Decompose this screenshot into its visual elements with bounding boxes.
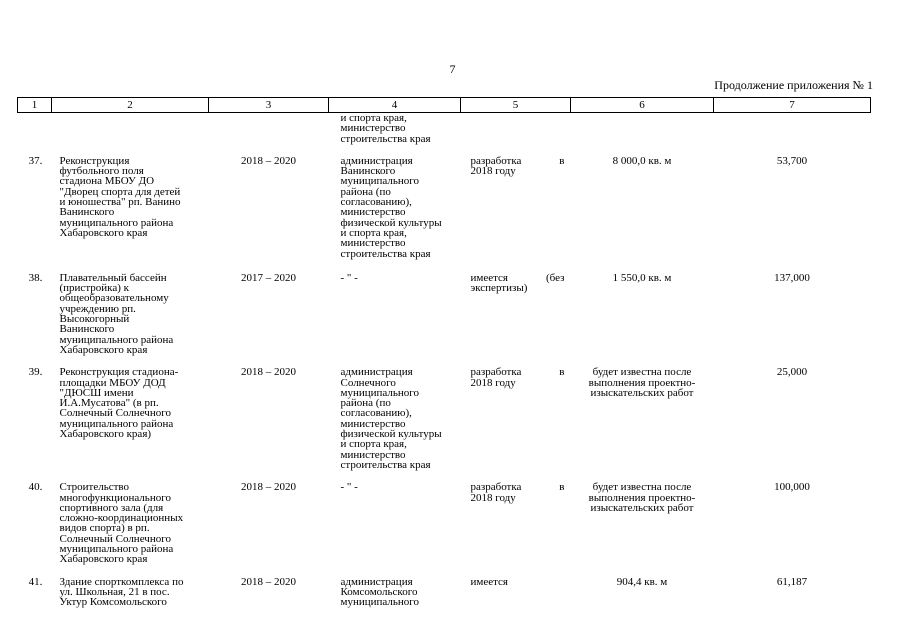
responsible-org [329,144,461,259]
objects-table [17,97,871,607]
object-name-line: общеобразовательному [59,292,169,305]
object-name [52,470,209,564]
capacity-line: изыскательских работ [590,501,694,514]
carry-org-line: и спорта края, [340,112,407,124]
object-name-line: многофункционального [59,491,171,504]
object-name [52,565,209,608]
design-docs-line2: экспертизы) [470,282,528,295]
object-name-line: спортивного зала (для [59,501,164,514]
object-name [52,144,209,259]
responsible-org [329,259,461,355]
responsible-org [329,565,461,608]
carry-over-org [329,113,461,144]
org-line: муниципального [340,596,420,609]
page-number: 7 [449,62,456,76]
design-docs-left: имеется [470,575,508,588]
design-docs-left: имеется [470,271,508,284]
annex-caption: Продолжение приложения № 1 [714,78,873,92]
org-line: района (по [340,185,391,198]
capacity-line: будет известна после [592,481,692,494]
org-line: строительства края [340,458,431,471]
row-number: 38. [28,271,43,284]
header-col-4: 4 [329,98,461,113]
object-name-line: Хабаровского края [59,226,148,239]
design-docs-left: разработка [470,366,522,379]
object-name-line: Хабаровского края) [59,428,152,441]
funding-amount: 25,000 [776,366,808,379]
design-docs-right: (без [546,271,565,284]
design-docs-line1 [471,577,565,587]
period: 2018 – 2020 [241,154,296,167]
org-line: министерство [340,237,406,250]
row-number: 39. [28,366,43,379]
capacity-line: выполнения проектно- [588,491,696,504]
capacity-line: 8 000,0 кв. м [612,154,672,167]
object-name-line: Хабаровского края [59,553,148,566]
carry-org-line: строительства края [340,132,431,145]
object-name-line: Солнечный Солнечного [59,407,171,420]
period: 2017 – 2020 [241,271,296,284]
org-line: министерство [340,448,406,461]
object-name [52,259,209,355]
org-line: министерство [340,206,406,219]
header-col-1: 1 [18,98,52,113]
table-row [18,259,871,355]
period: 2018 – 2020 [241,366,296,379]
object-name-line: Реконструкция стадиона- [59,366,179,379]
object-name-line: Плавательный бассейн [59,271,167,284]
funding-amount: 137,000 [774,271,810,284]
funding-amount: 100,000 [774,481,810,494]
design-docs-line2: 2018 году [470,165,516,178]
funding-amount: 53,700 [776,154,808,167]
org-line: физической культуры [340,216,442,229]
org-line: - " - [340,481,358,494]
object-name-line: муниципального района [59,216,174,229]
carry-org-line: министерство [340,122,406,135]
object-name-line: Высокогорный [59,313,130,326]
org-line: Солнечного [340,376,396,389]
design-docs-right: в [559,366,565,379]
design-docs-line2: 2018 году [470,491,516,504]
object-name-line: Строительство [59,481,130,494]
design-docs-right: в [559,154,565,167]
capacity-line: 1 550,0 кв. м [612,271,672,284]
funding-amount: 61,187 [776,575,808,588]
row-number: 37. [28,154,43,167]
header-col-2: 2 [52,98,209,113]
org-line: физической культуры [340,428,442,441]
org-line: - " - [340,271,358,284]
object-name-line: Хабаровского края [59,343,148,356]
org-line: согласованию), [340,196,412,209]
header-row [18,98,871,113]
row-number: 41. [28,575,43,588]
capacity [571,565,714,608]
design-docs-line2: 2018 году [470,376,516,389]
design-docs-line1 [471,367,565,377]
org-line: муниципального [340,175,420,188]
object-name-line: муниципального района [59,417,174,430]
object-name-line: футбольного поля [59,165,144,178]
header-col-3: 3 [209,98,329,113]
object-name-line: учреждению рп. [59,302,136,315]
responsible-org [329,355,461,470]
object-name-line: видов спорта) в рп. [59,522,150,535]
capacity-line: изыскательских работ [590,386,694,399]
object-name-line: Ванинского [59,323,115,336]
object-name-line: (пристройка) к [59,282,129,295]
table-row [18,565,871,608]
header-col-7: 7 [714,98,871,113]
design-docs-left: разработка [470,481,522,494]
org-line: муниципального [340,386,420,399]
org-line: министерство [340,417,406,430]
object-name-line: ул. Школьная, 21 в пос. [59,585,170,598]
capacity [571,259,714,355]
responsible-org [329,470,461,564]
org-line: администрация [340,575,413,588]
object-name-line: муниципального района [59,333,174,346]
capacity [571,144,714,259]
object-name-line: "ДЮСШ имени [59,386,134,399]
org-line: и спорта края, [340,226,407,239]
object-name-line: и юношества" рп. Ванино [59,196,181,209]
header-col-5: 5 [461,98,571,113]
design-docs [461,144,571,259]
capacity [571,470,714,564]
org-line: Ванинского [340,165,396,178]
capacity [571,355,714,470]
table-row [18,144,871,259]
object-name-line: Ванинского [59,206,115,219]
org-line: и спорта края, [340,438,407,451]
org-line: администрация [340,366,413,379]
design-docs-line1 [471,482,565,492]
object-name-line: муниципального района [59,542,174,555]
org-line: администрация [340,154,413,167]
object-name-line: И.А.Мусатова" (в рп. [59,397,159,410]
org-line: района (по [340,397,391,410]
design-docs-right: в [559,481,565,494]
design-docs [461,355,571,470]
design-docs [461,565,571,608]
object-name [52,355,209,470]
object-name-line: стадиона МБОУ ДО [59,175,155,188]
object-name-line: Реконструкция [59,154,130,167]
capacity-line: 904,4 кв. м [616,575,668,588]
period: 2018 – 2020 [241,481,296,494]
object-name-line: Уктур Комсомольского [59,596,167,609]
capacity-line: выполнения проектно- [588,376,696,389]
object-name-line: сложно-координационных [59,512,184,525]
row-number: 40. [28,481,43,494]
design-docs-left: разработка [470,154,522,167]
period: 2018 – 2020 [241,575,296,588]
design-docs [461,259,571,355]
design-docs [461,470,571,564]
object-name-line: Здание спорткомплекса по [59,575,184,588]
header-col-6: 6 [571,98,714,113]
object-name-line: Солнечный Солнечного [59,532,171,545]
org-line: согласованию), [340,407,412,420]
org-line: строительства края [340,247,431,260]
object-name-line: "Дворец спорта для детей [59,185,181,198]
table-row [18,470,871,564]
table-row [18,355,871,470]
capacity-line: будет известна после [592,366,692,379]
carry-over-row [18,113,871,144]
org-line: Комсомольского [340,585,418,598]
object-name-line: площадки МБОУ ДОД [59,376,166,389]
